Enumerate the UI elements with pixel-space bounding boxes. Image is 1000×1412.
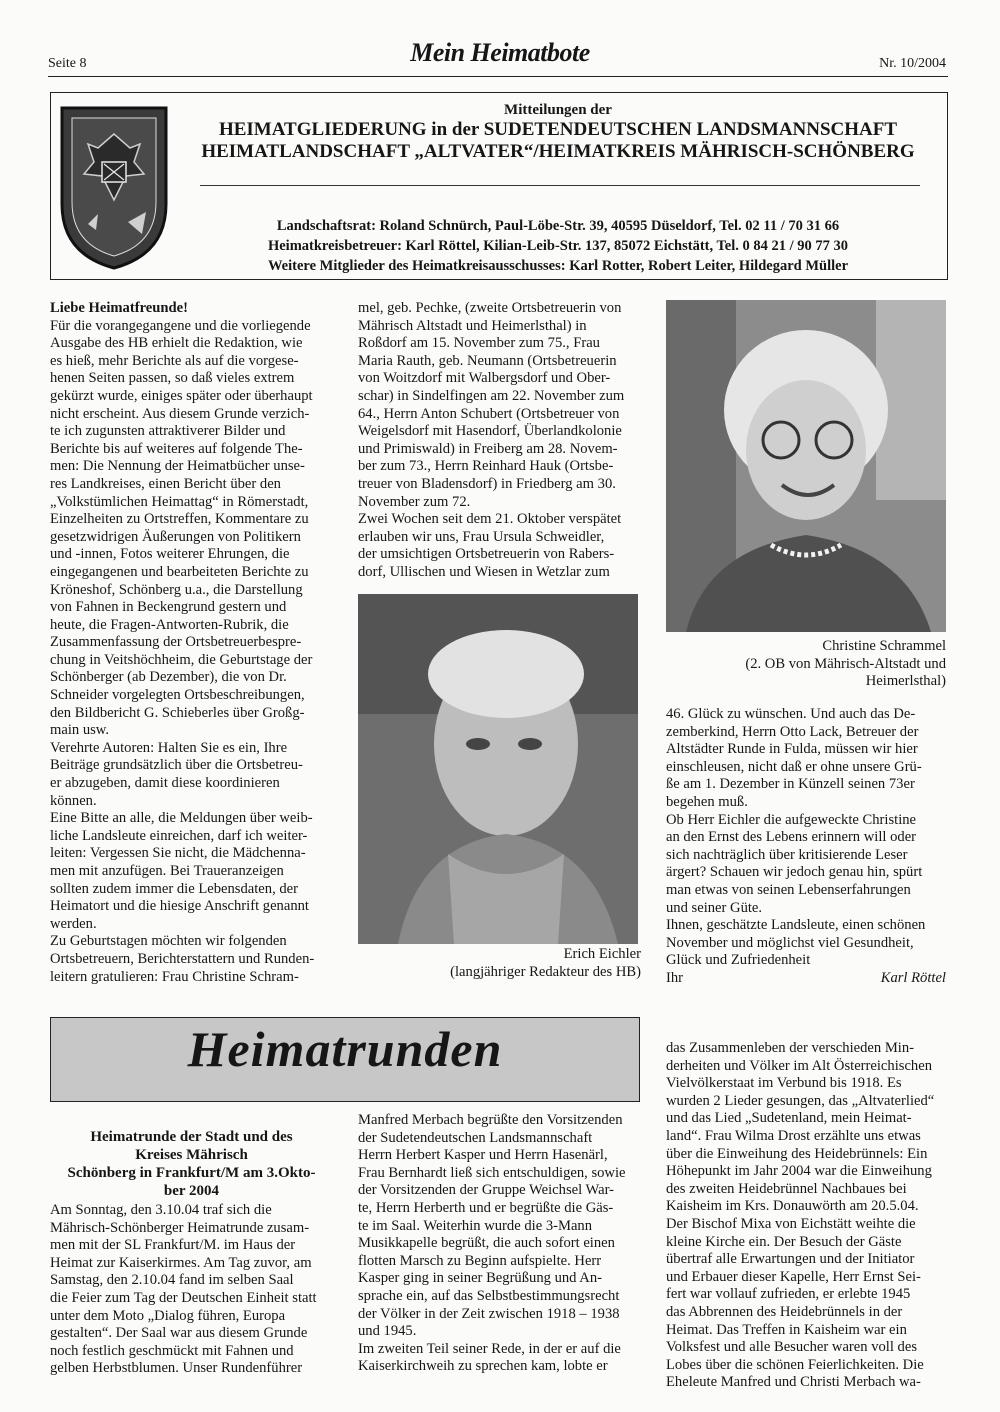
box-subtitle: Mitteilungen der [504,102,612,118]
issue-number: Nr. 10/2004 [879,56,946,71]
closing: Ihr [666,969,684,986]
text-line: gesetzwidrigen Äußerungen von Politikern [50,528,301,545]
text-line: unter dem Moto „Dialog führen, Europa [50,1307,286,1324]
caption-role-cont: Heimerlsthal) [865,673,946,690]
contact-line: Weitere Mitglieder des Heimatkreisausschusses: Karl Rotter, Robert Leiter, Hildegard Müller [267,258,849,274]
text-line: schar) in Sindelfingen am 22. November zum [358,387,625,404]
text-line: Zusammenfassung der Ortsbetreuerbespre- [50,634,302,651]
text-line: übertraf alle Erwartungen und der Initiator [666,1251,915,1268]
text-line: Berichte bis auf weiteres auf folgende The- [50,440,303,457]
text-line: sich nachträglich über kritisierende Leser [666,846,908,863]
box-contact-info [178,216,938,276]
text-line: Samstag, den 2.10.04 fand im selben Saal [50,1272,294,1289]
text-line: kleine Kirche ein. Der Besuch der Gäste [666,1233,902,1250]
text-line: die Feier zum Tag der Deutschen Einheit statt [50,1289,317,1306]
text-line: den Bildbericht G. Schieberles über Großg- [50,704,305,721]
text-line: Frau Bernhardt ließ sich entschuldigen, sowie [358,1164,626,1181]
text-line: er abzugeben, damit diese koordinieren [50,775,280,792]
text-line: von Fahnen in Beckengrund gestern und [50,599,287,616]
text-line: Kröneshof, Schönberg u.a., die Darstellung [50,581,303,598]
text-line: leitern gratulieren: Frau Christine Schram- [50,968,299,985]
text-line: Einzelheiten zu Ortstreffen, Kommentare zu [50,511,309,528]
text-line: Manfred Merbach begrüßte den Vorsitzenden [358,1112,623,1128]
box-divider [200,185,920,186]
header-rule [48,76,948,77]
text-line: können. [50,792,97,809]
text-line: und -innen, Fotos weiterer Ehrungen, die [50,546,290,563]
text-line: te, Herrn Herberth und er begrüßte die Gäs- [358,1199,614,1216]
text-line: men mit der SL Frankfurt/M. im Haus der [50,1237,296,1254]
text-line: Zu Geburtstagen möchten wir folgenden [50,933,287,950]
box-title-line-2: HEIMATLANDSCHAFT „ALTVATER“/HEIMATKREIS MÄHRISCH-SCHÖNBERG [201,141,915,162]
greeting-heading: Liebe Heimatfreunde! [50,300,188,316]
heading-line: Schönberg in Frankfurt/M am 3.Okto- [67,1165,316,1181]
text-line: werden. [50,915,97,932]
text-line: derheiten und Völker im Alt Österreichischen [666,1057,932,1074]
text-line: Im zweiten Teil seiner Rede, in der er auf die [358,1340,621,1357]
text-line: an den Ernst des Lebens erinnern will oder [666,829,917,846]
text-line: der Sudetendeutschen Landsmannschaft [358,1129,593,1146]
text-line: Roßdorf am 15. November zum 75., Frau [358,335,600,352]
photo-caption-eichler [358,946,641,981]
article-column-1 [50,1202,333,1378]
text-line: land“. Frau Wilma Drost erzählte uns etwas [666,1127,921,1144]
text-line: Beiträge grundsätzlich über die Ortsbetreu- [50,757,303,774]
text-line: das Abbrennen des Heidebrünnels in der [666,1303,903,1320]
text-line: der umsichtigen Ortsbetreuerin von Rabers- [358,546,615,563]
text-line: Heimatort und die hiesige Anschrift genannt [50,898,309,915]
text-line: und Erbauer dieser Kapelle, Herr Ernst Sei- [666,1268,921,1285]
text-line: und das Lied „Sudetenland, mein Heimat- [666,1110,912,1127]
text-line: Ihnen, geschätzte Landsleute, einen schönen [666,917,926,934]
coat-of-arms-icon [58,104,170,272]
text-line: leiten: Vergessen Sie nicht, die Mädchenna- [50,845,306,862]
text-line: „Volkstümlichen Heimattag“ in Römerstadt, [50,493,309,510]
article-heading [50,1128,333,1200]
box-heading [178,102,938,163]
text-line: ße am 1. Dezember in Künzell seinen 73er [666,776,915,793]
page-number: Seite 8 [48,56,87,71]
text-line: heute, die Fragen-Antworten-Rubrik, die [50,616,289,633]
text-line: gelben Herbstblumen. Unser Rundenführer [50,1360,303,1377]
text-line: Musikkapelle begrüßt, die auch sofort einen [358,1235,615,1252]
text-line: res Landkreises, einen Bericht über den [50,475,281,492]
photo-christine-schrammel [666,300,946,632]
text-line: Maria Rauth, geb. Neumann (Ortsbetreuerin [358,352,617,369]
text-line: eingegangenen und bearbeiteten Berichte zu [50,563,309,580]
text-line: erlauben wir uns, Frau Ursula Schweidler, [358,528,605,545]
text-line: Eheleute Manfred und Christi Merbach wa- [666,1374,921,1391]
caption-role: (langjähriger Redakteur des HB) [450,963,641,980]
text-line: 64., Herrn Anton Schubert (Ortsbetreuer von [358,405,620,422]
text-line: Am Sonntag, den 3.10.04 traf sich die [50,1202,272,1218]
text-line: sprache ein, auf das Selbstbestimmungsrecht [358,1287,620,1304]
text-line: der Vorsitzenden der Gruppe Weichsel War- [358,1182,615,1199]
text-line: gekürzt wurde, einiges später oder überhaupt [50,387,313,404]
text-line: Mährisch Altstadt und Heimerlsthal) in [358,317,587,334]
caption-role: (2. OB von Mährisch-Altstadt und [745,655,946,672]
caption-name: Erich Eichler [563,946,641,962]
text-line: men: Die Nennung der Heimatbücher unse- [50,458,305,475]
column-1 [50,300,333,986]
text-line: Schönberger (ab Dezember), die von Dr. [50,669,287,686]
photo-caption-schrammel [666,638,946,691]
article-column-2 [358,1112,641,1376]
text-line: Glück und Zufriedenheit [666,952,811,969]
caption-name: Christine Schrammel [822,638,946,654]
text-line: Weigelsdorf mit Hasendorf, Überlandkolonie [358,423,622,440]
text-line: Der Bischof Mixa von Eichstätt weihte die [666,1215,916,1232]
text-line: über die Einweihung des Heidebrünnels: Ein [666,1145,928,1162]
text-line: ärgert? Schauen wir jedoch genau hin, spürt [666,864,923,881]
text-line: und 1945. [358,1323,417,1340]
text-line: dorf, Ullischen und Wiesen in Wetzlar zum [358,563,610,580]
text-line: Ortsbetreuern, Berichterstattern und Runden- [50,950,315,967]
text-line: te ich zugunsten attraktiverer Bilder und [50,423,286,440]
text-line: des zweiten Heidebrünnel Nachbaues bei [666,1180,907,1197]
heading-line: Heimatrunde der Stadt und des [90,1129,293,1145]
text-line: Altstädter Runde in Fulda, müssen wir hier [666,741,918,758]
text-line: Mährisch-Schönberger Heimatrunde zusam- [50,1219,310,1236]
text-line: Ob Herr Eichler die aufgeweckte Christine [666,811,917,828]
column-2 [358,300,641,582]
article-column-3 [666,1040,946,1392]
text-line: man etwas von seinen Lebenserfahrungen [666,881,911,898]
text-line: te im Saal. Weiterhin wurde die 3-Mann [358,1217,593,1234]
text-line: chung in Veitshöchheim, die Geburtstage der [50,651,313,668]
text-line: Volksfest und alle Besucher waren voll des [666,1339,918,1356]
text-line: Heimat. Das Treffen in Kaisheim war ein [666,1321,907,1338]
contact-line: Heimatkreisbetreuer: Karl Röttel, Kilian-Leib-Str. 137, 85072 Eichstätt, Tel. 0 84 21 / 90 77 30 [267,238,849,254]
text-line: es hieß, mehr Berichte als auf die vorgese- [50,352,299,369]
heading-line: ber 2004 [163,1183,220,1199]
photo-erich-eichler [358,594,638,944]
text-line: liche Landsleute einreichen, darf ich weiter- [50,827,308,844]
text-line: 46. Glück zu wünschen. Und auch das De- [666,706,916,722]
column-3 [666,706,946,988]
signature-line [666,970,946,988]
text-line: Kaiserkirchweih zu sprechen kam, lobte er [358,1358,608,1375]
text-line: November und möglichst viel Gesundheit, [666,934,914,951]
text-line: men mit anzufügen. Bei Traueranzeigen [50,863,284,879]
text-line: Höhepunkt im Jahr 2004 war die Einweihung [666,1163,932,1180]
text-line: das Zusammenleben der verschieden Min- [666,1040,915,1056]
text-line: henen Seiten passen, so daß vieles extrem [50,370,295,387]
text-line: wurden 2 Lieder gesungen, das „Altvaterlied“ [666,1092,935,1109]
text-line: Lobes über die schönen Feierlichkeiten. Die [666,1356,924,1373]
text-line: und seiner Güte. [666,899,763,916]
heading-line: Kreises Mährisch [135,1147,248,1163]
contact-line: Landschaftsrat: Roland Schnürch, Paul-Löbe-Str. 39, 40595 Düseldorf, Tel. 02 11 / 70 31 66 [276,218,840,234]
text-line: flotten Marsch zu Beginn aufspielte. Herr [358,1252,602,1269]
box-title-line-1: HEIMATGLIEDERUNG in der SUDETENDEUTSCHEN LANDSMANNSCHAFT [218,119,898,140]
text-line: November zum 72. [358,493,471,510]
text-line: Eine Bitte an alle, die Meldungen über weib- [50,810,313,827]
text-line: Kaisheim im Krs. Donauwörth am 20.5.04. [666,1198,919,1215]
text-line: sollten zudem immer die Lebensdaten, der [50,880,299,897]
text-line: begehen muß. [666,793,748,810]
text-line: Heimat zur Kaiserkirmes. Am Tag zuvor, am [50,1254,312,1271]
signature: Karl Röttel [880,969,946,986]
text-line: noch festlich geschmückt mit Fahnen und [50,1342,294,1359]
text-line: Zwei Wochen seit dem 21. Oktober verspätet [358,511,622,528]
text-line: Für die vorangegangene und die vorliegende [50,317,311,334]
text-line: Kasper ging in seiner Begrüßung und An- [358,1270,602,1287]
masthead-logo: Mein Heimatbote [410,38,590,67]
text-line: Herrn Herbert Kasper und Herrn Hasenärl, [358,1147,608,1164]
text-line: einschleusen, nicht daß er ohne unsere Grü- [666,758,922,775]
text-line: Ausgabe des HB erhielt die Redaktion, wie [50,335,303,352]
text-line: von Woitzdorf mit Walbergsdorf und Ober- [358,370,611,387]
text-line: Vielvölkerstaat im Verbund bis 1918. Es [666,1075,902,1092]
text-line: fert war vollauf zufrieden, er erlebte 1945 [666,1286,911,1303]
text-line: Schneider vorgelegten Ortsbeschreibungen, [50,687,305,704]
text-line: main usw. [50,722,110,739]
text-line: nicht erscheint. Aus diesem Grunde verzich- [50,405,310,422]
text-line: treuer von Bladensdorf) in Friedberg am 30. [358,475,616,492]
text-line: der Völker in der Zeit zwischen 1918 – 1938 [358,1305,620,1322]
text-line: Verehrte Autoren: Halten Sie es ein, Ihre [50,739,288,756]
text-line: zemberkind, Herrn Otto Lack, Betreuer der [666,723,919,740]
text-line: und Primiswald) in Freiberg am 28. Novem- [358,440,618,457]
text-line: mel, geb. Pechke, (zweite Ortsbetreuerin von [358,300,622,316]
text-line: gestalten“. Der Saal war aus diesem Grunde [50,1325,308,1342]
section-title: Heimatrunden [187,1021,503,1077]
text-line: ber zum 73., Herrn Reinhard Hauk (Ortsbe- [358,458,614,475]
